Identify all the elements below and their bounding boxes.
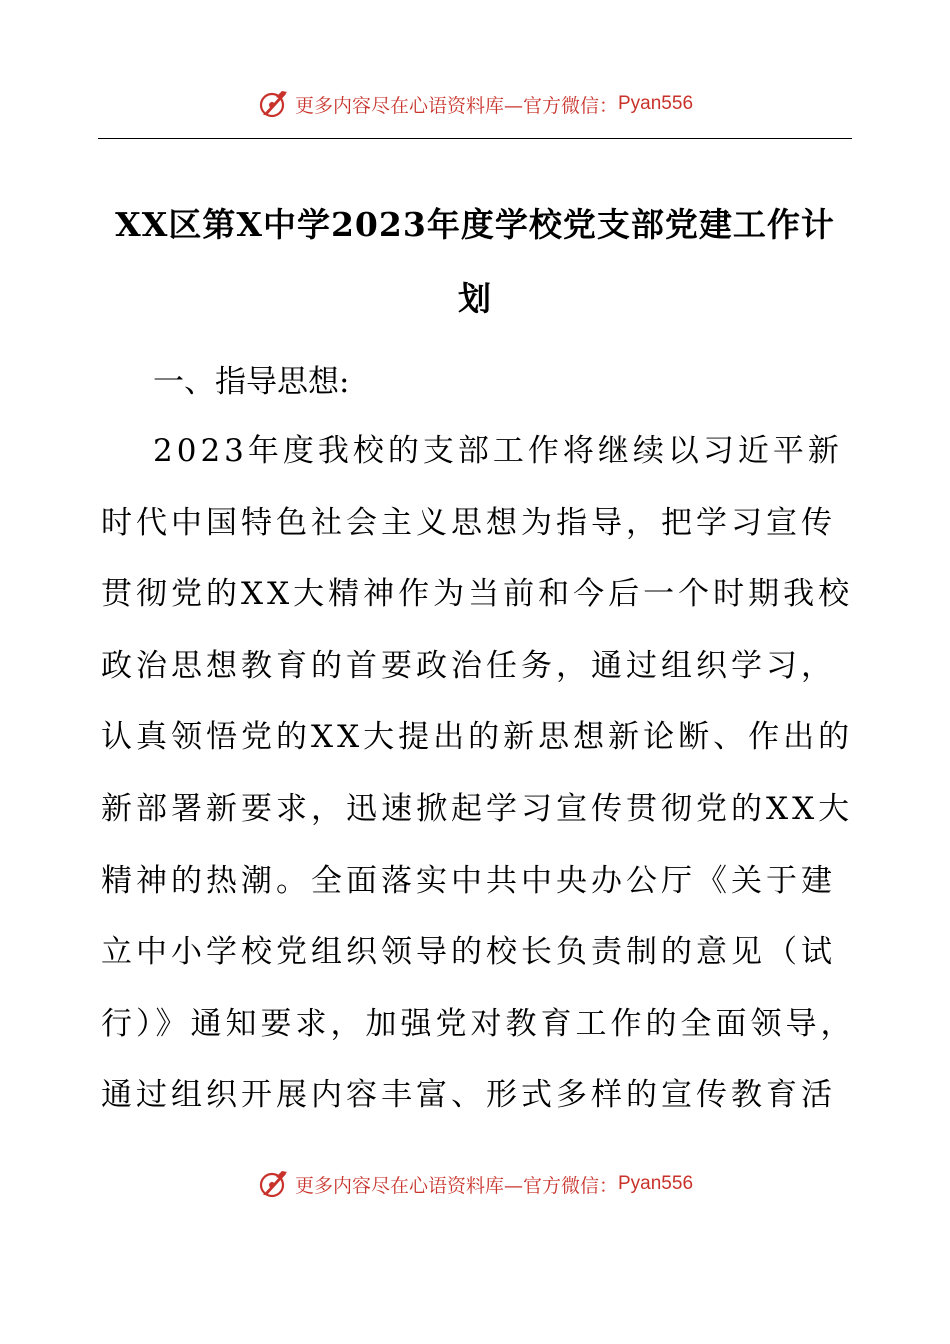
- document-title: [100, 188, 850, 336]
- paragraph-line: 政治思想教育的首要政治任务，通过组织学习，: [101, 647, 836, 684]
- header-divider: [98, 138, 852, 139]
- title-line: XX区第X中学2023年度学校党支部党建工作计: [115, 205, 835, 244]
- quill-circle-logo-icon: [257, 1168, 289, 1200]
- footer-banner: [0, 1162, 950, 1206]
- paragraph-line: 时代中国特色社会主义思想为指导，把学习宣传: [101, 504, 836, 541]
- promo-text: 更多内容尽在心语资料库—官方微信：: [294, 1174, 618, 1197]
- title-line: 划: [458, 279, 492, 318]
- paragraph-line: 2023年度我校的支部工作将继续以习近平新: [153, 433, 843, 469]
- header-banner: [0, 82, 950, 126]
- section-heading: 一、指导思想:: [153, 364, 350, 400]
- wechat-id: Pyan556: [618, 93, 694, 114]
- promo-text: 更多内容尽在心语资料库—官方微信：: [294, 94, 618, 117]
- paragraph-line: 行）》通知要求，加强党对教育工作的全面领导，: [101, 1005, 856, 1042]
- paragraph-line: 新部署新要求，迅速掀起学习宣传贯彻党的XX大: [101, 790, 854, 827]
- paragraph-line: 认真领悟党的XX大提出的新思想新论断、作出的: [101, 719, 854, 756]
- paragraph-line: 立中小学校党组织领导的校长负责制的意见（试: [101, 934, 836, 971]
- paragraph-line: 贯彻党的XX大精神作为当前和今后一个时期我校: [101, 576, 854, 613]
- paragraph-line: 通过组织开展内容丰富、形式多样的宣传教育活: [101, 1077, 836, 1114]
- paragraph-line: 精神的热潮。全面落实中共中央办公厅《关于建: [101, 862, 836, 899]
- quill-circle-logo-icon: [257, 88, 289, 120]
- wechat-id: Pyan556: [618, 1173, 694, 1194]
- body-paragraph: [101, 425, 861, 1141]
